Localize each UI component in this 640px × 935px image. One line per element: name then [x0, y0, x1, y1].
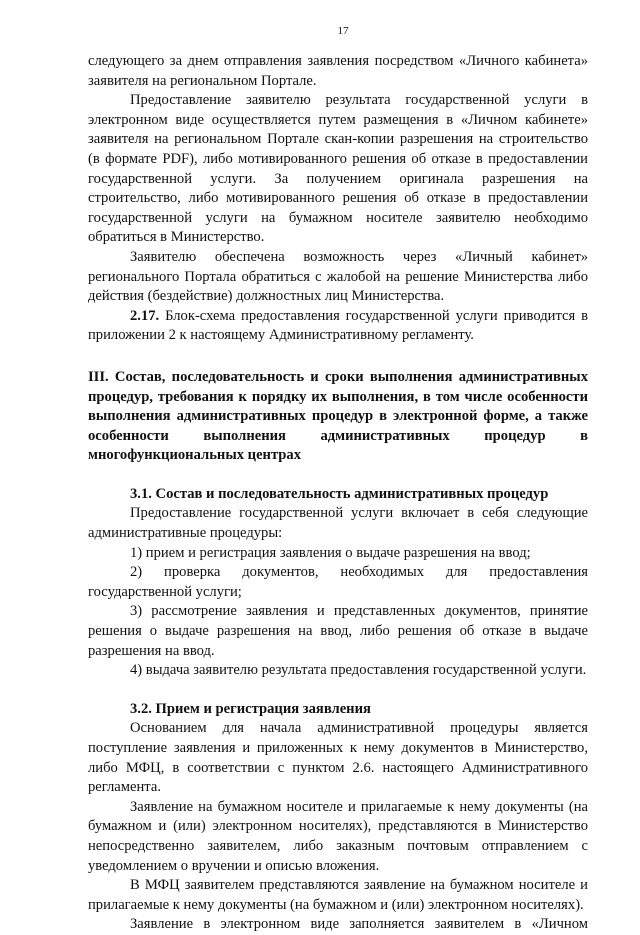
procedure-item-3: 3) рассмотрение заявления и представленных документов, принятие решения о выдаче разрешения на ввод, либо решения об отказе в выдаче разрешения на ввод.	[88, 603, 588, 659]
procedure-item-1: 1) прием и регистрация заявления о выдаче разрешения на ввод;	[130, 544, 531, 561]
section-3-1-heading: 3.1. Состав и последовательность административных процедур	[130, 485, 549, 502]
clause-2-17	[88, 307, 588, 346]
section-3-2-paragraph-mfc: В МФЦ заявителем представляются заявление на бумажном носителе и прилагаемые к нему документы (на бумажном и (или) электронном носителях).	[88, 877, 588, 913]
procedure-item-4: 4) выдача заявителю результата предоставления государственной услуги.	[130, 662, 587, 679]
section-3-heading: III. Состав, последовательность и сроки выполнения административных процедур, требования к порядку их выполнения, в том числе особенности выполнения административных процедур в электронной форме, а также особенности выполнения административных процедур в многофункциональных центрах	[88, 368, 588, 464]
clause-2-17-text: Блок-схема предоставления государственной услуги приводится в приложении 2 к настоящему Административному регламенту.	[88, 307, 588, 344]
section-3-2-heading: 3.2. Прием и регистрация заявления	[130, 700, 371, 717]
procedure-item-2: 2) проверка документов, необходимых для предоставления государственной услуги;	[88, 564, 588, 600]
paragraph-complaint: Заявителю обеспечена возможность через «Личный кабинет» регионального Портала обратиться с жалобой на решение Министерства либо действия (бездействие) должностных лиц Министерства.	[88, 248, 588, 305]
section-3-2-paragraph-basis: Основанием для начала административной процедуры является поступление заявления и приложенных к нему документов в Министерство, либо МФЦ, в соответствии с пунктом 2.6. настоящего Административного регламента.	[88, 720, 588, 796]
paragraph-continuation: следующего за днем отправления заявления посредством «Личного кабинета» заявителя на региональном Портале.	[88, 53, 588, 89]
clause-2-17-number: 2.17.	[130, 307, 160, 324]
page-number: 17	[337, 25, 349, 37]
section-3-2-paragraph-paper: Заявление на бумажном носителе и прилагаемые к нему документы (на бумажном и (или) электронном носителях), представляются в Министерство непосредственно заявителем, либо заказным почтовым отправлением с уведомлением о вручении и описью вложения.	[88, 798, 588, 874]
section-3-2-paragraph-electronic: Заявление в электронном виде заполняется заявителем в «Личном	[130, 916, 588, 933]
section-3-1-intro: Предоставление государственной услуги включает в себя следующие административные процедуры:	[88, 505, 588, 542]
paragraph-result-electronic: Предоставление заявителю результата государственной услуги в электронном виде осуществляется путем размещения в «Личном кабинете» заявителя на региональном Портале скан-копии разрешения на строительство (в формате PDF), либо мотивированного решения об отказе в предоставлении государственной услуги. За получением оригинала разрешения на строительство, либо мотивированного решения об отказе в предоставлении государственной услуги на бумажном носителе заявителю необходимо обратиться в Министерство.	[88, 92, 588, 246]
